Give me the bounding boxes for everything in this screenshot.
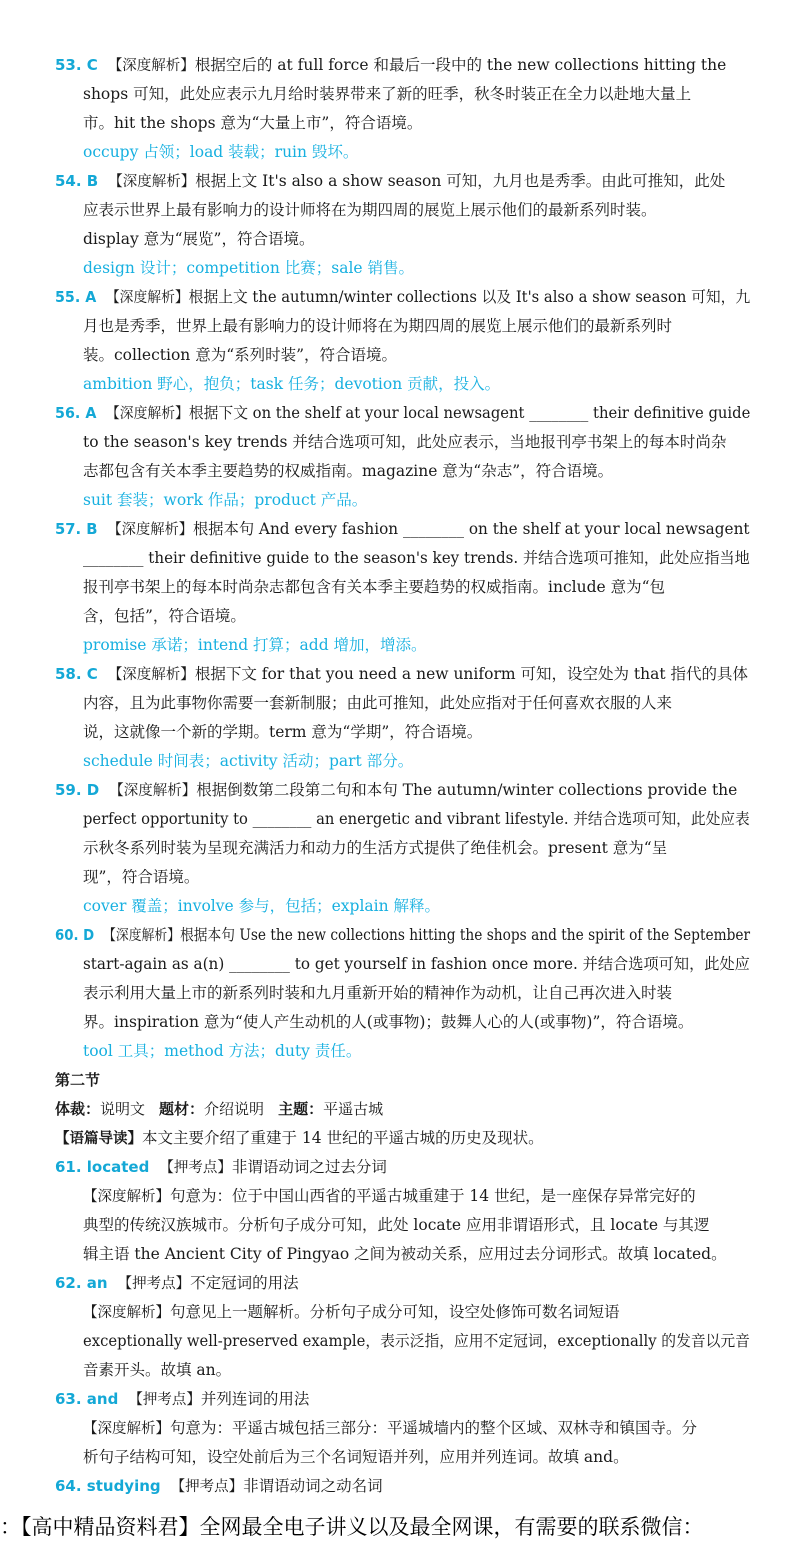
point-tag: 【押考点】 xyxy=(117,1276,191,1292)
answer-number: 64. studying xyxy=(55,1477,161,1495)
analysis-text: 志都包含有关本季主要趋势的权威指南。magazine 意为“杂志”，符合语境。 xyxy=(83,462,614,480)
answer-number: 63. and xyxy=(55,1390,119,1408)
answer-number: 58. C xyxy=(55,665,98,683)
analysis-text: 根据本句 Use the new collections hitting the shops and the spirit of the September xyxy=(180,926,751,944)
point-text: 非谓语动词之动名词 xyxy=(243,1477,383,1495)
analysis-tag: 【深度解析】 xyxy=(105,290,189,306)
distractor-options: promise 承诺；intend 打算；add 增加，增添。 xyxy=(83,636,427,654)
passage-guide xyxy=(55,1128,544,1149)
analysis-tag: 【深度解析】 xyxy=(105,406,189,422)
analysis-text: 说，这就像一个新的学期。term 意为“学期”，符合语境。 xyxy=(83,723,483,741)
answer-number: 59. D xyxy=(55,781,100,799)
topic-label: 题材： xyxy=(159,1100,205,1118)
analysis-text: 界。inspiration 意为“使人产生动机的人(或事物)；鼓舞人心的人(或事物)”，符合语境。 xyxy=(83,1013,694,1031)
analysis-tag: 【深度解析】 xyxy=(103,928,181,944)
item-54-line-1 xyxy=(55,171,725,192)
distractor-options: cover 覆盖；involve 参与，包括；explain 解释。 xyxy=(83,897,441,915)
item-62-heading xyxy=(55,1273,299,1294)
analysis-text: start-again as a(n) ________ to get yourself in fashion once more. 并结合选项可知，此处应 xyxy=(83,955,750,973)
distractor-options: schedule 时间表；activity 活动；part 部分。 xyxy=(83,752,414,770)
item-59-line-1 xyxy=(55,780,737,801)
analysis-text: 月也是秀季，世界上最有影响力的设计师将在为期四周的展览上展示他们的最新系列时 xyxy=(83,317,673,335)
guide-text: 本文主要介绍了重建于 14 世纪的平遥古城的历史及现状。 xyxy=(142,1129,544,1147)
analysis-text: 现”，符合语境。 xyxy=(83,868,200,886)
analysis-text: display 意为“展览”，符合语境。 xyxy=(83,230,315,248)
analysis-tag: 【深度解析】 xyxy=(83,1421,170,1437)
analysis-text: 辑主语 the Ancient City of Pingyao 之间为被动关系，应用过去分词形式。故填 located。 xyxy=(83,1245,727,1263)
analysis-text: shops 可知，此处应表示九月给时装界带来了新的旺季，秋冬时装正在全力以赴地大量上 xyxy=(83,85,692,103)
answer-number: 62. an xyxy=(55,1274,108,1292)
analysis-tag: 【深度解析】 xyxy=(109,783,197,799)
item-56-line-1 xyxy=(55,403,750,424)
genre-value: 说明文 xyxy=(100,1100,146,1118)
analysis-text: 装。collection 意为“系列时装”，符合语境。 xyxy=(83,346,398,364)
analysis-tag: 【深度解析】 xyxy=(83,1305,170,1321)
analysis-tag: 【深度解析】 xyxy=(107,522,194,538)
point-text: 并列连词的用法 xyxy=(200,1390,310,1408)
analysis-text: 根据上文 It's also a show season 可知，九月也是秀季。由此可推知，此处 xyxy=(195,172,726,190)
answer-number: 61. located xyxy=(55,1158,150,1176)
analysis-tag: 【深度解析】 xyxy=(108,174,196,190)
analysis-tag: 【深度解析】 xyxy=(107,58,195,74)
analysis-text: 报刊亭书架上的每本时尚杂志都包含有关本季主要趋势的权威指南。include 意为“包 xyxy=(83,578,666,596)
answer-number: 60. D xyxy=(55,926,95,944)
distractor-options: suit 套装；work 作品；product 产品。 xyxy=(83,491,368,509)
theme-value: 平遥古城 xyxy=(323,1100,384,1118)
analysis-text: 示秋冬系列时装为呈现充满活力和动力的生活方式提供了绝佳机会。present 意为“呈 xyxy=(83,839,668,857)
genre-label: 体裁： xyxy=(55,1100,101,1118)
promo-footer: ：【高中精品资料君】全网最全电子讲义以及最全网课，有需要的联系微信： xyxy=(0,1515,704,1539)
analysis-text: exceptionally well-preserved example，表示泛指，应用不定冠词，exceptionally 的发音以元音 xyxy=(83,1332,750,1350)
theme-label: 主题： xyxy=(278,1100,324,1118)
item-63-line-1 xyxy=(83,1418,697,1439)
analysis-tag: 【深度解析】 xyxy=(107,667,195,683)
item-63-heading xyxy=(55,1389,309,1410)
answer-number: 55. A xyxy=(55,288,97,306)
analysis-text: 根据上文 the autumn/winter collections 以及 It's also a show season 可知，九 xyxy=(188,288,751,306)
guide-tag: 【语篇导读】 xyxy=(55,1131,142,1147)
section-meta xyxy=(55,1099,383,1119)
item-58-line-1 xyxy=(55,664,748,685)
topic-value: 介绍说明 xyxy=(204,1100,265,1118)
point-tag: 【押考点】 xyxy=(128,1392,201,1408)
answer-number: 57. B xyxy=(55,520,98,538)
item-60-line-1 xyxy=(55,925,750,946)
item-61-heading xyxy=(55,1157,387,1178)
analysis-text: 根据空后的 at full force 和最后一段中的 the new collections hitting the xyxy=(194,56,727,74)
analysis-text: 音素开头。故填 an。 xyxy=(83,1361,232,1379)
point-text: 非谓语动词之过去分词 xyxy=(231,1158,387,1176)
analysis-text: 表示利用大量上市的新系列时装和九月重新开始的精神作为动机，让自己再次进入时装 xyxy=(83,984,673,1002)
item-55-line-1 xyxy=(55,287,750,308)
item-57-line-1 xyxy=(55,519,750,540)
analysis-text: 典型的传统汉族城市。分析句子成分可知，此处 locate 应用非谓语形式，且 locate 与其逻 xyxy=(83,1216,710,1234)
distractor-options: design 设计；competition 比赛；sale 销售。 xyxy=(83,259,415,277)
point-tag: 【押考点】 xyxy=(159,1160,232,1176)
item-64-heading xyxy=(55,1476,383,1497)
analysis-text: 应表示世界上最有影响力的设计师将在为期四周的展览上展示他们的最新系列时装。 xyxy=(83,201,657,219)
analysis-text: ________ their definitive guide to the season's key trends. 并结合选项可推知，此处应指当地 xyxy=(83,549,750,567)
analysis-text: 根据下文 on the shelf at your local newsagent ________ their definitive guide xyxy=(188,404,751,422)
analysis-text: 析句子结构可知，设空处前后为三个名词短语并列，应用并列连词。故填 and。 xyxy=(83,1448,629,1466)
distractor-options: occupy 占领；load 装载；ruin 毁坏。 xyxy=(83,143,359,161)
answer-number: 56. A xyxy=(55,404,97,422)
analysis-text: 根据倒数第二段第二句和本句 The autumn/winter collections provide the xyxy=(196,781,738,799)
analysis-text: 句意见上一题解析。分析句子成分可知，设空处修饰可数名词短语 xyxy=(170,1303,620,1321)
analysis-tag: 【深度解析】 xyxy=(83,1189,170,1205)
analysis-text: 内容，且为此事物你需要一套新制服；由此可推知，此处应指对于任何喜欢衣服的人来 xyxy=(83,694,673,712)
answer-number: 53. C xyxy=(55,56,98,74)
analysis-text: to the season's key trends 并结合选项可知，此处应表示，当地报刊亭书架上的每本时尚杂 xyxy=(83,433,727,451)
analysis-text: 根据下文 for that you need a new uniform 可知，设空处为 that 指代的具体 xyxy=(194,665,749,683)
analysis-text: 根据本句 And every fashion ________ on the shelf at your local newsagent xyxy=(193,520,750,538)
point-tag: 【押考点】 xyxy=(170,1479,244,1495)
distractor-options: ambition 野心，抱负；task 任务；devotion 贡献，投入。 xyxy=(83,375,501,393)
item-62-line-1 xyxy=(83,1302,620,1323)
analysis-text: 含，包括”，符合语境。 xyxy=(83,607,246,625)
distractor-options: tool 工具；method 方法；duty 责任。 xyxy=(83,1042,362,1060)
item-53-line-1 xyxy=(55,55,726,76)
item-61-line-1 xyxy=(83,1186,696,1207)
section-title: 第二节 xyxy=(55,1071,101,1089)
answer-number: 54. B xyxy=(55,172,99,190)
analysis-text: 句意为：平遥古城包括三部分：平遥城墙内的整个区域、双林寺和镇国寺。分 xyxy=(170,1419,698,1437)
analysis-text: 句意为：位于中国山西省的平遥古城重建于 14 世纪，是一座保存异常完好的 xyxy=(170,1187,696,1205)
point-text: 不定冠词的用法 xyxy=(190,1274,299,1292)
analysis-text: perfect opportunity to ________ an energetic and vibrant lifestyle. 并结合选项可知，此处应表 xyxy=(83,810,750,828)
analysis-text: 市。hit the shops 意为“大量上市”，符合语境。 xyxy=(83,114,423,132)
